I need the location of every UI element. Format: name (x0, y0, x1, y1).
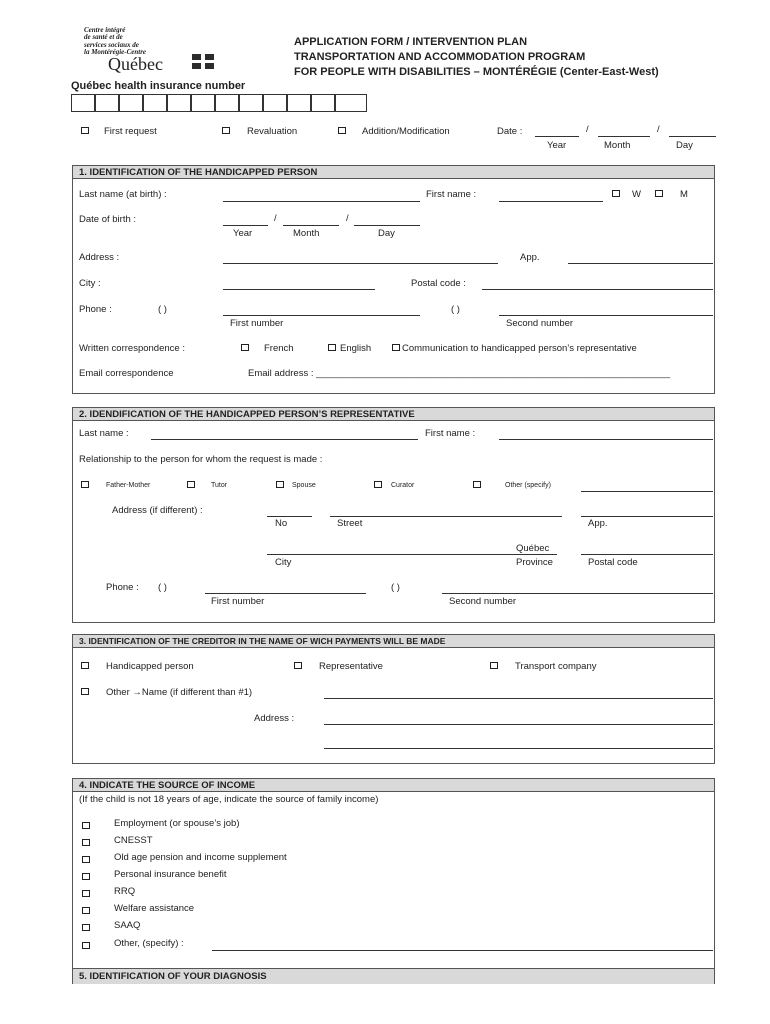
section-5-diagnosis (72, 968, 715, 984)
income-pension-label: Old age pension and income supplement (114, 852, 287, 863)
section-3-creditor (72, 634, 715, 764)
rep-address-label: Address (if different) : (112, 505, 203, 516)
first-request-label: First request (104, 126, 157, 137)
other-relationship-checkbox[interactable] (473, 481, 481, 488)
spouse-checkbox[interactable] (276, 481, 284, 488)
street-caption: Street (337, 518, 363, 529)
first-phone-field[interactable] (223, 315, 420, 316)
spouse-label: Spouse (292, 482, 316, 489)
tutor-checkbox[interactable] (187, 481, 195, 488)
form-title-line2: TRANSPORTATION AND ACCOMMODATION PROGRAM (294, 51, 586, 63)
section-4-title: 4. INDICATE THE SOURCE OF INCOME (73, 779, 714, 792)
date-label: Date : (497, 126, 523, 137)
app-caption: App. (588, 518, 608, 529)
income-other-label: Other, (specify) : (114, 938, 184, 949)
hin-digit-box[interactable] (167, 94, 191, 112)
gender-w-checkbox[interactable] (612, 190, 620, 197)
creditor-other-checkbox[interactable] (81, 688, 89, 695)
dob-month-field[interactable] (283, 225, 339, 226)
date-month-field[interactable] (598, 136, 650, 137)
city-field[interactable] (223, 289, 375, 290)
date-separator: / (657, 124, 660, 135)
hin-digit-box[interactable] (71, 94, 95, 112)
dob-label: Date of birth : (79, 214, 137, 225)
rep-first-name-field[interactable] (499, 439, 713, 440)
dob-day-caption: Day (378, 228, 395, 239)
income-other-checkbox[interactable] (82, 942, 90, 949)
area-code-parens: ( ) (158, 582, 167, 593)
dob-year-caption: Year (233, 228, 253, 239)
other-relationship-label: Other (specify) (505, 482, 551, 489)
creditor-handicapped-checkbox[interactable] (81, 662, 89, 669)
income-other-field[interactable] (212, 950, 713, 951)
other-relationship-field[interactable] (581, 491, 713, 492)
gender-m-checkbox[interactable] (655, 190, 663, 197)
tutor-label: Tutor (211, 482, 228, 489)
fleur-de-lis-icon (205, 54, 214, 60)
gender-m-label: M (680, 189, 688, 200)
communication-representative-label: Communication to handicapped person’s representative (402, 343, 637, 354)
english-checkbox[interactable] (328, 344, 336, 351)
income-rrq-checkbox[interactable] (82, 890, 90, 897)
first-name-label: First name : (426, 189, 477, 200)
hin-digit-box[interactable] (263, 94, 287, 112)
no-caption: No (275, 518, 288, 529)
section-4-subtitle: (If the child is not 18 years of age, indicate the source of family income) (79, 794, 379, 805)
section-4-income (72, 778, 715, 984)
english-label: English (340, 343, 372, 354)
form-title-line1: APPLICATION FORM / INTERVENTION PLAN (294, 36, 528, 48)
creditor-transport-checkbox[interactable] (490, 662, 498, 669)
income-welfare-label: Welfare assistance (114, 903, 195, 914)
date-separator: / (586, 124, 589, 135)
rep-first-phone-field[interactable] (205, 593, 366, 594)
first-name-field[interactable] (499, 201, 603, 202)
dob-month-caption: Month (293, 228, 320, 239)
hin-digit-box[interactable] (191, 94, 215, 112)
dob-year-field[interactable] (223, 225, 268, 226)
first-request-checkbox[interactable] (81, 127, 89, 134)
quebec-wordmark: Québec (108, 54, 163, 74)
hin-digit-box[interactable] (119, 94, 143, 112)
income-cnesst-checkbox[interactable] (82, 839, 90, 846)
city-caption: City (275, 557, 292, 568)
org-line: de santé et de (84, 33, 123, 42)
father-mother-label: Father-Mother (106, 482, 151, 489)
rep-app-field[interactable] (581, 516, 713, 517)
hin-digit-box[interactable] (239, 94, 263, 112)
hin-digit-box[interactable] (215, 94, 239, 112)
french-checkbox[interactable] (241, 344, 249, 351)
rep-street-field[interactable] (330, 516, 562, 517)
gender-w-label: W (632, 189, 641, 200)
income-welfare-checkbox[interactable] (82, 907, 90, 914)
month-caption: Month (604, 140, 631, 151)
creditor-transport-label: Transport company (515, 661, 597, 672)
communication-representative-checkbox[interactable] (392, 344, 400, 351)
email-correspondence-label: Email correspondence (79, 368, 174, 379)
province-caption: Province (516, 557, 553, 568)
income-employment-checkbox[interactable] (82, 822, 90, 829)
revaluation-checkbox[interactable] (222, 127, 230, 134)
section-2-title: 2. IDENDIFICATION OF THE HANDICAPPED PERSON’S REPRESENTATIVE (73, 408, 714, 421)
hin-digit-box[interactable] (143, 94, 167, 112)
rep-last-name-label: Last name : (79, 428, 129, 439)
creditor-address-field-2[interactable] (324, 748, 713, 749)
org-line: Centre intégré (84, 26, 126, 34)
phone-label: Phone : (79, 304, 112, 315)
year-caption: Year (547, 140, 567, 151)
app-field[interactable] (568, 263, 713, 264)
relationship-label: Relationship to the person for whom the request is made : (79, 454, 323, 465)
second-phone-field[interactable] (499, 315, 713, 316)
first-number-caption: First number (230, 318, 284, 329)
income-insurance-checkbox[interactable] (82, 873, 90, 880)
hin-digit-box[interactable] (335, 94, 367, 112)
rep-last-name-field[interactable] (151, 439, 418, 440)
hin-digit-box[interactable] (287, 94, 311, 112)
creditor-address-field[interactable] (324, 724, 713, 725)
area-code-parens: ( ) (451, 304, 460, 315)
area-code-parens: ( ) (158, 304, 167, 315)
curator-label: Curator (391, 482, 415, 489)
written-correspondence-label: Written correspondence : (79, 343, 185, 354)
rep-postal-code-field[interactable] (581, 554, 713, 555)
second-number-caption: Second number (449, 596, 517, 607)
rep-second-phone-field[interactable] (442, 593, 713, 594)
dob-day-field[interactable] (354, 225, 420, 226)
date-year-field[interactable] (535, 136, 579, 137)
fleur-de-lis-icon (205, 63, 214, 69)
postal-code-field[interactable] (482, 289, 713, 290)
rep-phone-label: Phone : (106, 582, 139, 593)
address-label: Address : (79, 252, 120, 263)
area-code-parens: ( ) (391, 582, 400, 593)
date-day-field[interactable] (669, 136, 716, 137)
creditor-representative-label: Representative (319, 661, 383, 672)
curator-checkbox[interactable] (374, 481, 382, 488)
first-number-caption: First number (211, 596, 265, 607)
province-value: Québec (516, 543, 550, 554)
health-insurance-label: Québec health insurance number (71, 80, 246, 92)
last-name-field[interactable] (223, 201, 420, 202)
creditor-other-label: Other →Name (if different than #1) (106, 687, 253, 698)
postal-code-label: Postal code : (411, 278, 466, 289)
creditor-address-label: Address : (254, 713, 295, 724)
rep-city-province-field[interactable] (267, 554, 557, 555)
postal-code-caption: Postal code (588, 557, 638, 568)
french-label: French (264, 343, 294, 354)
hin-digit-box[interactable] (311, 94, 335, 112)
email-address-field[interactable]: Email address : ___________________________________________________________________ (248, 368, 671, 379)
creditor-name-field[interactable] (324, 698, 713, 699)
form-title-line3: FOR PEOPLE WITH DISABILITIES – MONTÉRÉGIE (Center-East-West) (294, 66, 659, 78)
section-5-title: 5. IDENTIFICATION OF YOUR DIAGNOSIS (73, 969, 714, 984)
father-mother-checkbox[interactable] (81, 481, 89, 488)
section-1-title: 1. IDENTIFICATION OF THE HANDICAPPED PERSON (73, 166, 714, 179)
fleur-de-lis-icon (192, 54, 201, 60)
addition-modification-label: Addition/Modification (362, 126, 450, 137)
second-number-caption: Second number (506, 318, 574, 329)
fleur-de-lis-icon (192, 63, 201, 69)
section-3-title: 3. IDENTIFICATION OF THE CREDITOR IN THE NAME OF WICH PAYMENTS WILL BE MADE (73, 635, 714, 648)
dob-separator: / (346, 213, 349, 224)
income-cnesst-label: CNESST (114, 835, 153, 846)
creditor-handicapped-label: Handicapped person (106, 661, 194, 672)
income-saaq-label: SAAQ (114, 920, 141, 931)
address-field[interactable] (223, 263, 498, 264)
addition-modification-checkbox[interactable] (338, 127, 346, 134)
income-insurance-label: Personal insurance benefit (114, 869, 227, 880)
rep-first-name-label: First name : (425, 428, 476, 439)
hin-digit-box[interactable] (95, 94, 119, 112)
org-line: services sociaux de (84, 40, 139, 49)
app-label: App. (520, 252, 540, 263)
rep-street-number-field[interactable] (267, 516, 312, 517)
income-employment-label: Employment (or spouse’s job) (114, 818, 240, 829)
revaluation-label: Revaluation (247, 126, 298, 137)
city-label: City : (79, 278, 101, 289)
day-caption: Day (676, 140, 693, 151)
income-rrq-label: RRQ (114, 886, 136, 897)
organization-name (84, 27, 146, 56)
org-line: la Montérégie-Centre (84, 47, 147, 56)
dob-separator: / (274, 213, 277, 224)
last-name-label: Last name (at birth) : (79, 189, 167, 200)
income-saaq-checkbox[interactable] (82, 924, 90, 931)
income-pension-checkbox[interactable] (82, 856, 90, 863)
creditor-representative-checkbox[interactable] (294, 662, 302, 669)
section-1-identification (72, 165, 715, 394)
